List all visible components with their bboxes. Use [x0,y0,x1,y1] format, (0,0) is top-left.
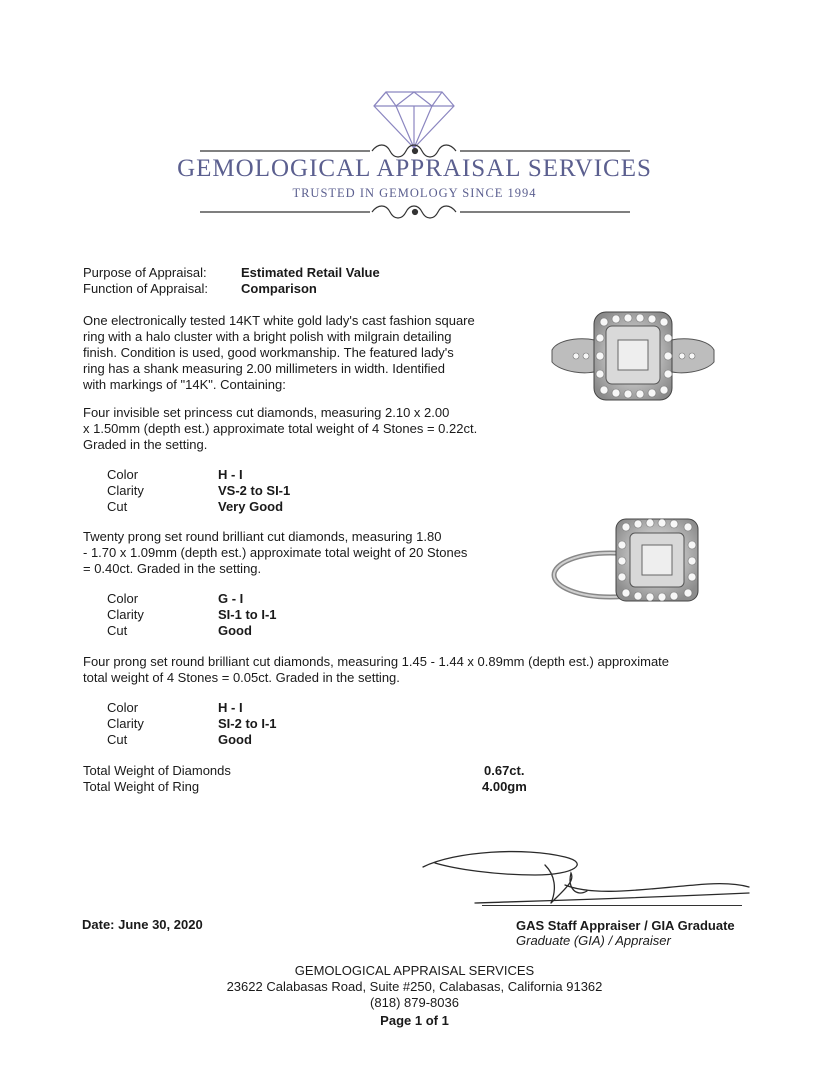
ring-photo-angle [550,513,710,613]
total-diamonds-value: 0.67ct. [484,763,525,778]
stone-description-3 [83,654,743,686]
total-ring-label: Total Weight of Ring [83,779,200,794]
color-label: Color [107,591,139,606]
description-line: One electronically tested 14KT white gold lady's cast fashion square [83,313,475,328]
clarity-value: SI-1 to I-1 [218,607,277,622]
cut-label: Cut [107,499,128,514]
clarity-value: VS-2 to SI-1 [218,483,291,498]
clarity-label: Clarity [107,483,144,498]
item-description [83,313,503,393]
appraiser-title: GAS Staff Appraiser / GIA Graduate [516,918,735,933]
stone-line: - 1.70 x 1.09mm (depth est.) approximate total weight of 20 Stones [83,545,468,560]
cut-label: Cut [107,623,128,638]
stone-line: Graded in the setting. [83,437,208,452]
cut-label: Cut [107,732,128,747]
color-value: H - I [218,700,243,715]
signature-line [482,905,742,906]
ring-photo-top [548,308,718,404]
stone-line: Four prong set round brilliant cut diamonds, measuring 1.45 - 1.44 x 0.89mm (depth est.) approximate [83,654,670,669]
description-line: ring has a shank measuring 2.00 millimeters in width. Identified [83,361,446,376]
clarity-label: Clarity [107,607,144,622]
appraiser-subtitle: Graduate (GIA) / Appraiser [516,933,671,948]
description-line: ring with a halo cluster with a bright polish with milgrain detailing [83,329,452,344]
function-value: Comparison [241,281,317,296]
cut-value: Good [218,623,252,638]
function-label: Function of Appraisal: [83,281,209,296]
handwritten-signature [415,845,755,913]
stone-description-2 [83,529,523,577]
purpose-value: Estimated Retail Value [241,265,380,280]
page-number: Page 1 of 1 [380,1013,449,1028]
footer-address: 23622 Calabasas Road, Suite #250, Calabasas, California 91362 [226,979,603,994]
header-bottom-rule [200,201,630,223]
description-line: finish. Condition is used, good workmanship. The featured lady's [83,345,454,360]
company-name-header: GEMOLOGICAL APPRAISAL SERVICES [177,155,652,182]
color-value: H - I [218,467,243,482]
stone-line: x 1.50mm (depth est.) approximate total weight of 4 Stones = 0.22ct. [83,421,478,436]
purpose-label: Purpose of Appraisal: [83,265,207,280]
cut-value: Very Good [218,499,284,514]
cut-value: Good [218,732,252,747]
company-tagline: TRUSTED IN GEMOLOGY SINCE 1994 [292,186,537,200]
stone-line: Twenty prong set round brilliant cut diamonds, measuring 1.80 [83,529,442,544]
total-ring-value: 4.00gm [482,779,527,794]
color-value: G - I [218,591,244,606]
description-line: with markings of "14K". Containing: [83,377,286,392]
stone-line: = 0.40ct. Graded in the setting. [83,561,262,576]
appraisal-date: Date: June 30, 2020 [82,917,203,932]
footer-company: GEMOLOGICAL APPRAISAL SERVICES [294,963,535,978]
stone-line: Four invisible set princess cut diamonds, measuring 2.10 x 2.00 [83,405,450,420]
stone-line: total weight of 4 Stones = 0.05ct. Graded in the setting. [83,670,400,685]
color-label: Color [107,700,139,715]
color-label: Color [107,467,139,482]
clarity-value: SI-2 to I-1 [218,716,277,731]
stone-description-1 [83,405,523,453]
total-diamonds-label: Total Weight of Diamonds [83,763,231,778]
footer-phone: (818) 879-8036 [370,995,459,1010]
clarity-label: Clarity [107,716,144,731]
